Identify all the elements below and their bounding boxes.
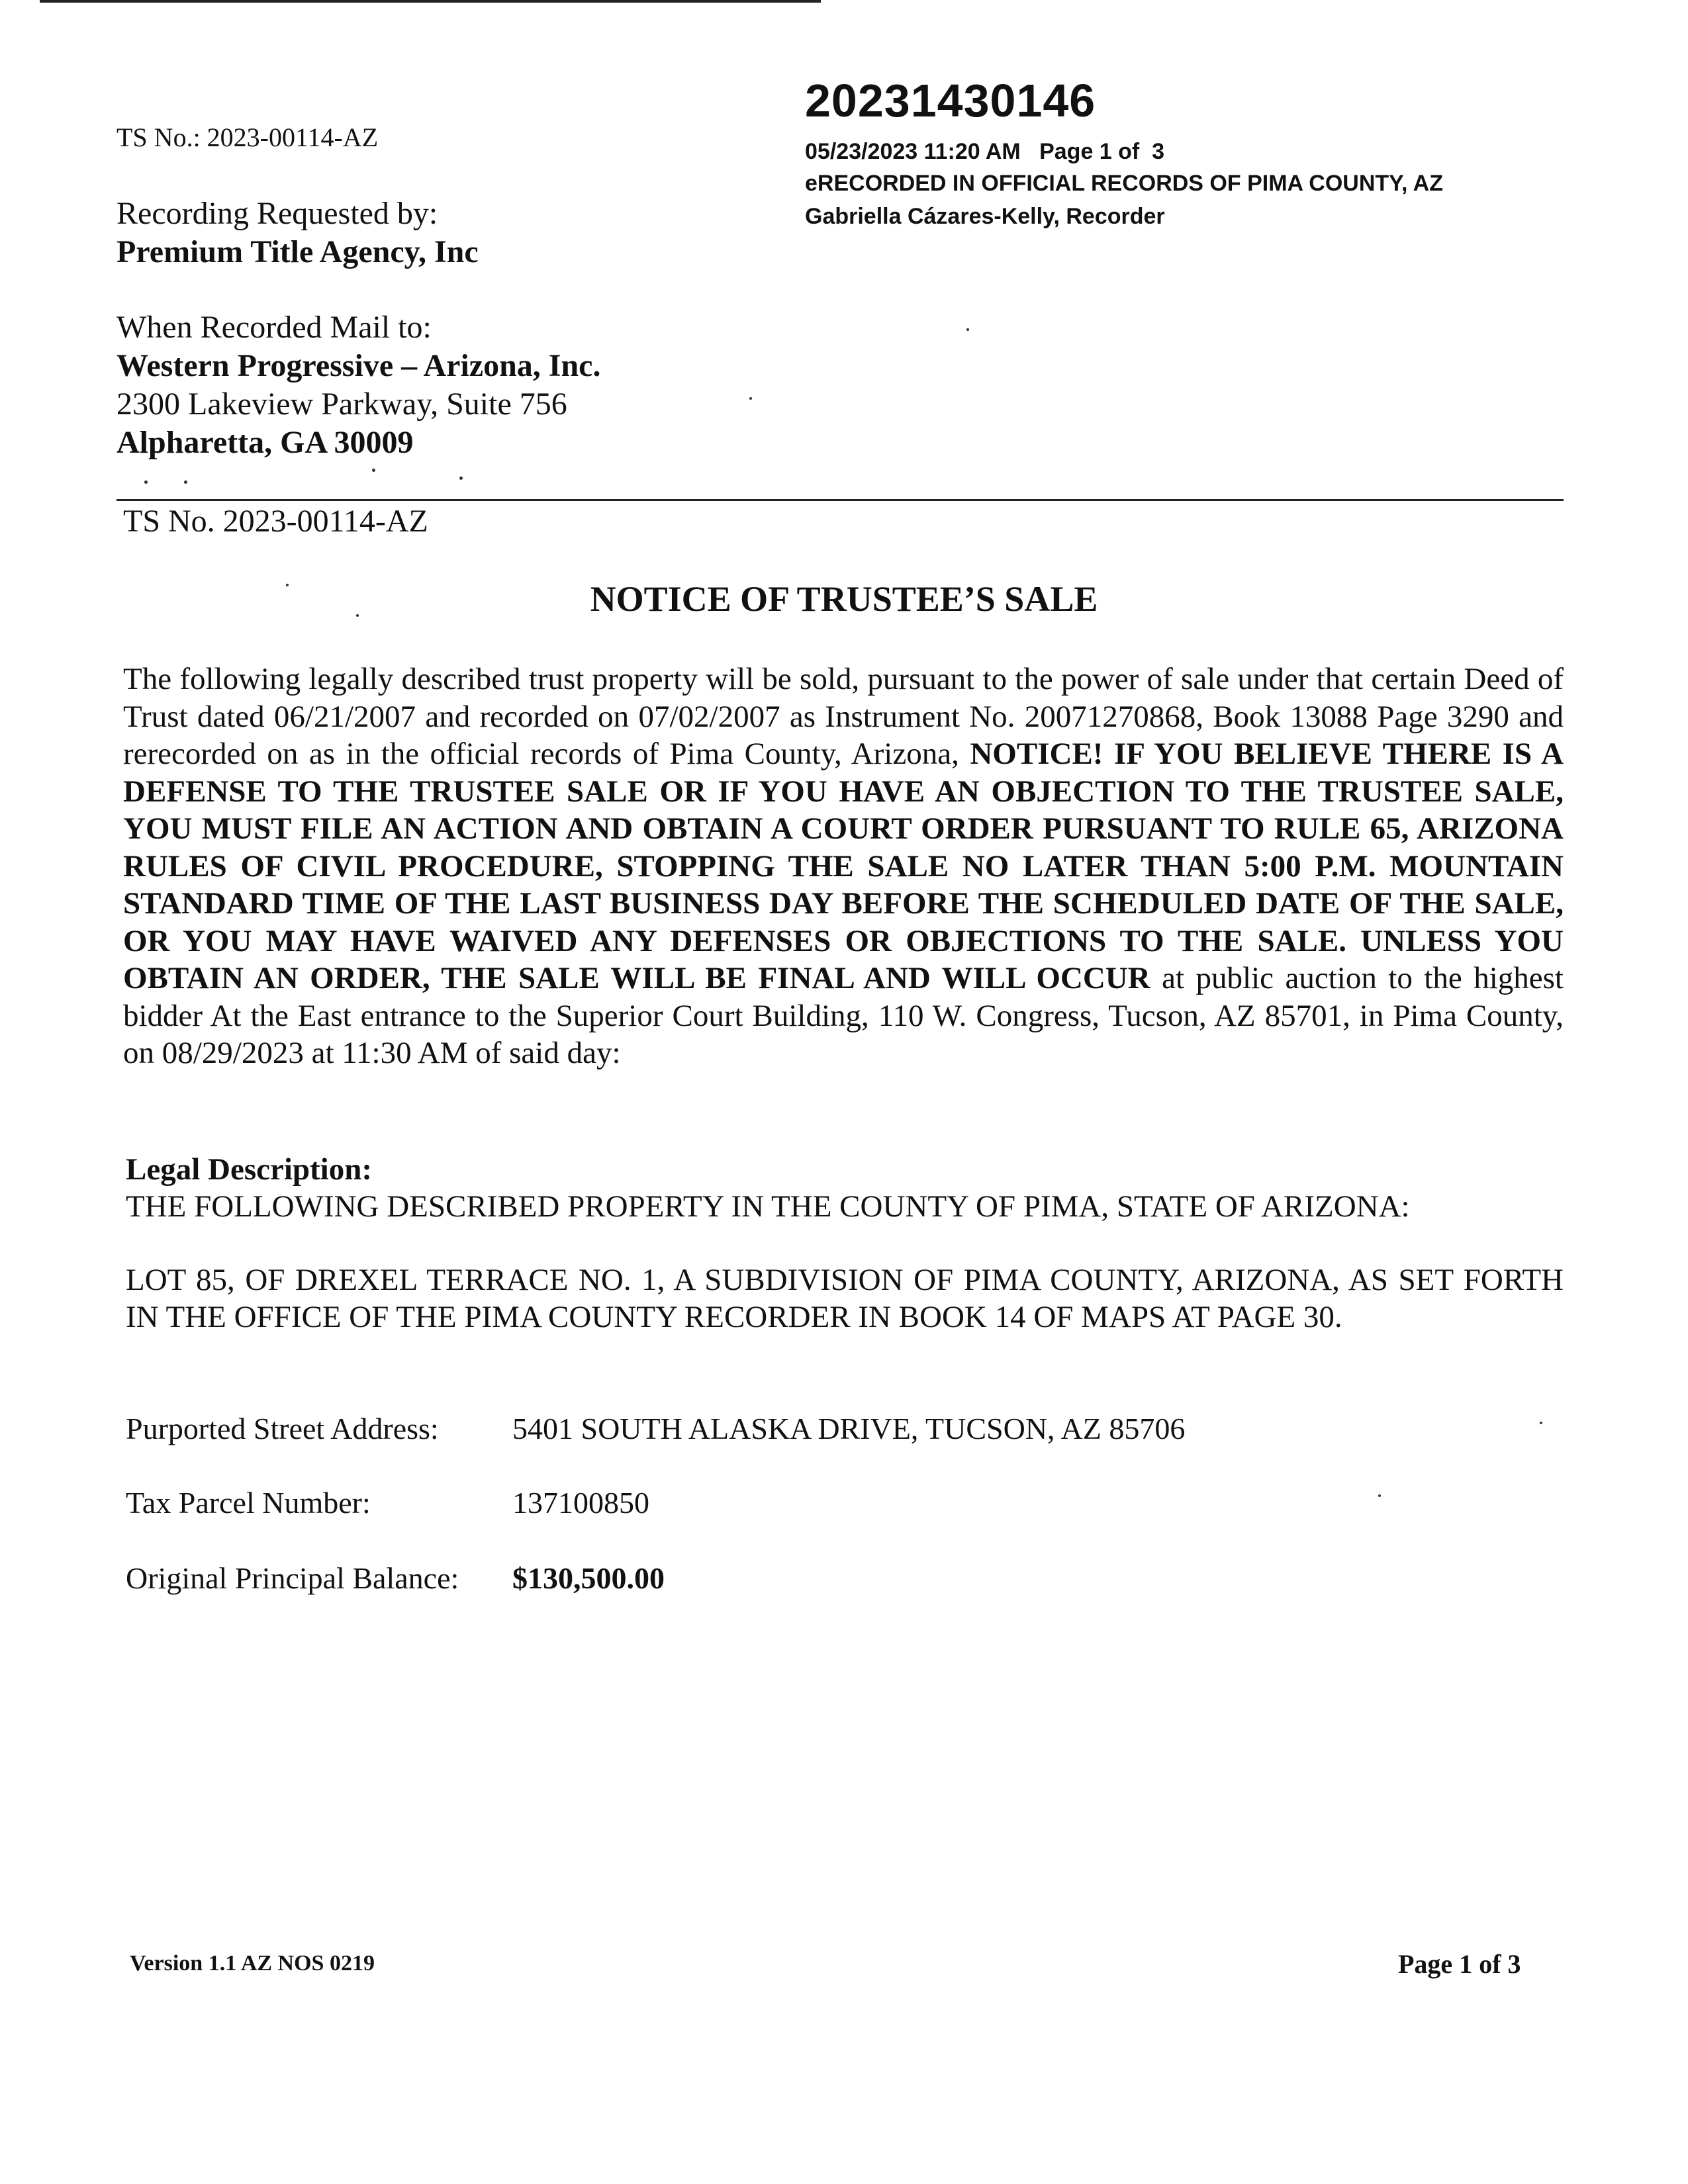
principal-balance-value: $130,500.00 (512, 1561, 665, 1595)
street-address-row (126, 1411, 1185, 1446)
recording-number: 20231430146 (805, 75, 1096, 126)
document-title: NOTICE OF TRUSTEE’S SALE (590, 579, 1098, 619)
street-address-value: 5401 SOUTH ALASKA DRIVE, TUCSON, AZ 85706 (512, 1412, 1186, 1445)
notice-warning-text: NOTICE! IF YOU BELIEVE THERE IS A DEFENSE TO THE TRUSTEE SALE OR IF YOU HAVE AN OBJECTION TO THE TRUSTEE SALE, YOU MUST FILE AN ACTION AND OBTAIN A COURT ORDER PURSUANT TO RULE 65, ARIZONA RULES OF CIVIL PROCEDURE, STOPPING THE SALE NO LATER THAN 5:00 P.M. MOUNTAIN STANDARD TIME OF THE LAST BUSINESS DAY BEFORE THE SCHEDULED DATE OF THE SALE, OR YOU MAY HAVE WAIVED ANY DEFENSES OR OBJECTIONS TO THE SALE. UNLESS YOU OBTAIN AN ORDER, THE SALE WILL BE FINAL AND WILL OCCUR (123, 737, 1564, 995)
top-scan-edge (40, 0, 821, 3)
recording-office: eRECORDED IN OFFICIAL RECORDS OF PIMA COUNTY, AZ (805, 171, 1444, 196)
version-footer: Version 1.1 AZ NOS 0219 (130, 1951, 375, 1976)
page-footer: Page 1 of 3 (1398, 1949, 1521, 1979)
mail-to-address-line-1: 2300 Lakeview Parkway, Suite 756 (117, 387, 567, 422)
ts-number-second: TS No. 2023-00114-AZ (123, 504, 428, 539)
mail-to-label: When Recorded Mail to: (117, 310, 432, 345)
scan-speck (286, 584, 289, 586)
principal-balance-row (126, 1561, 665, 1596)
recording-requested-label: Recording Requested by: (117, 196, 438, 231)
ts-number-top: TS No.: 2023-00114-AZ (117, 122, 379, 152)
scan-speck (356, 614, 359, 617)
notice-auction-text: at public auction to the highest bidder At the East entrance to the Superior Court Building, 110 W. Congress, Tucson, AZ 85701, in Pima County, on 08/29/2023 at 11:30 AM of said day: (123, 961, 1564, 1070)
scan-speck (1378, 1494, 1381, 1497)
section-divider (117, 499, 1564, 501)
scan-speck (749, 397, 752, 400)
mail-to-address-line-2: Alpharetta, GA 30009 (117, 425, 414, 460)
scan-speck (966, 328, 969, 331)
tax-parcel-row (126, 1485, 649, 1520)
scan-speck (184, 480, 187, 484)
scan-speck (144, 480, 148, 484)
recorder-name: Gabriella Cázares-Kelly, Recorder (805, 204, 1165, 229)
principal-balance-label: Original Principal Balance: (126, 1561, 459, 1595)
legal-description-heading: Legal Description: (126, 1152, 373, 1187)
scan-speck (459, 477, 463, 480)
recording-date-page: 05/23/2023 11:20 AM Page 1 of 3 (805, 139, 1165, 164)
scan-speck (1540, 1422, 1542, 1424)
notice-intro-text: The following legally described trust property will be sold, pursuant to the power of sale under that certain Deed of Trust dated 06/21/2007 and recorded on 07/02/2007 as Instrument No. 20071270868, Book 13088 Page 3290 and rerecorded on as in the official records of Pima County, Arizona, (123, 662, 1564, 771)
street-address-label: Purported Street Address: (126, 1412, 439, 1445)
scan-speck (372, 469, 375, 472)
tax-parcel-label: Tax Parcel Number: (126, 1486, 371, 1520)
legal-description-text: LOT 85, OF DREXEL TERRACE NO. 1, A SUBDIVISION OF PIMA COUNTY, ARIZONA, AS SET FORTH IN THE OFFICE OF THE PIMA COUNTY RECORDER IN BOOK 14 OF MAPS AT PAGE 30. (126, 1263, 1564, 1334)
legal-description-subheading: THE FOLLOWING DESCRIBED PROPERTY IN THE COUNTY OF PIMA, STATE OF ARIZONA: (126, 1189, 1410, 1224)
notice-paragraph (123, 660, 1564, 1072)
mail-to-name: Western Progressive – Arizona, Inc. (117, 348, 601, 383)
recording-requested-block (117, 195, 479, 271)
tax-parcel-value: 137100850 (512, 1486, 649, 1520)
mail-to-block (117, 308, 600, 462)
requesting-agency: Premium Title Agency, Inc (117, 234, 479, 269)
